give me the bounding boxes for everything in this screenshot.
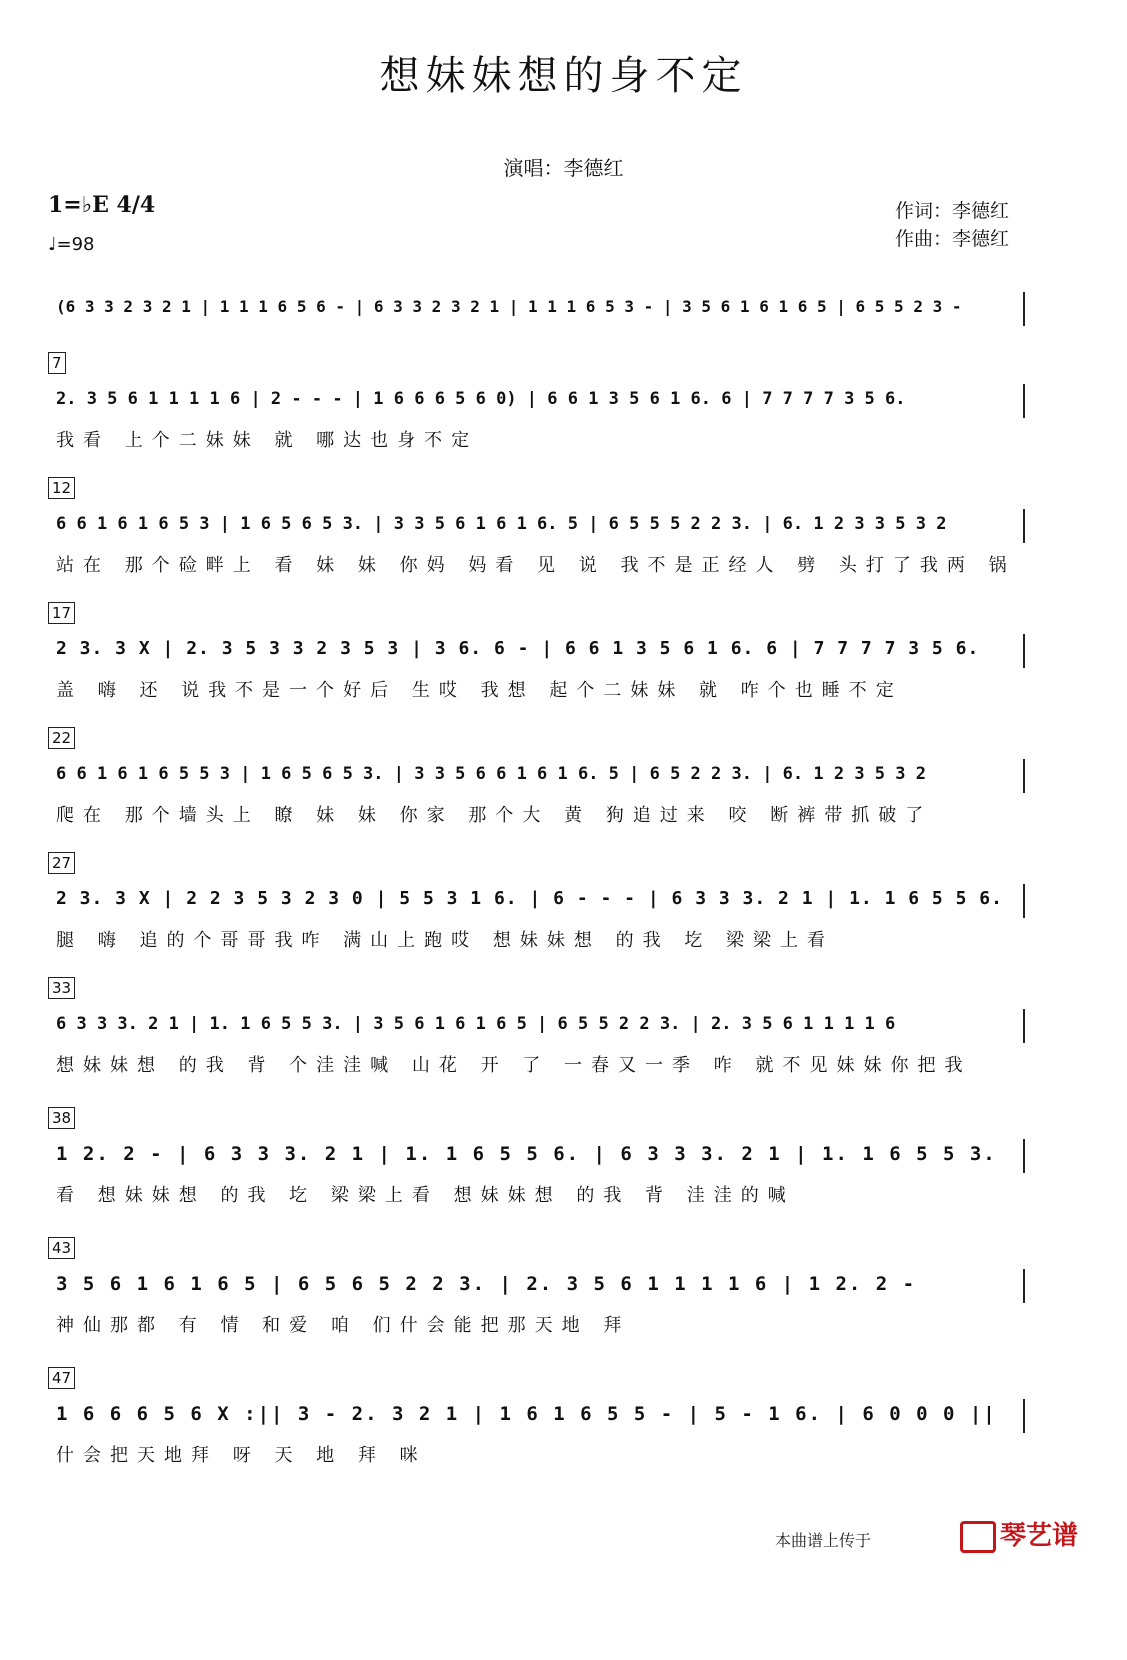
measure-number: 47 (48, 1367, 75, 1389)
notation-line: 6 6 1 6 1 6 5 3 | 1 6 5 6 5 3. | 3 3 5 6 1 6 1 6. 5 | 6 5 5 5 2 2 3. | 6. 1 2 3 3 5 3 2 (56, 514, 947, 534)
notation-line: 2 3. 3 X | 2. 3 5 3 3 2 3 5 3 | 3 6. 6 - | 6 6 1 3 5 6 1 6. 6 | 7 7 7 7 3 5 6. (56, 638, 980, 659)
barline (1023, 759, 1025, 793)
barline (1023, 509, 1025, 543)
notation-line: 2 3. 3 X | 2 2 3 5 3 2 3 0 | 5 5 3 1 6. | 6 - - - | 6 3 3 3. 2 1 | 1. 1 6 5 5 6. (56, 888, 1003, 909)
song-title: 想妹妹想的身不定 (379, 53, 748, 99)
lyricist-credit: 作词：李德红 (895, 200, 1010, 222)
footer-text: 本曲谱上传于 (775, 1531, 872, 1550)
barline (1023, 292, 1025, 326)
lyrics-line: 想妹妹想 的我 背 个洼洼喊 山花 开 了 一春又一季 咋 就不见妹妹你把我 (56, 1055, 972, 1076)
lyrics-line: 看 想妹妹想 的我 圪 梁梁上看 想妹妹想 的我 背 洼洼的喊 (56, 1185, 795, 1206)
notation-line: 6 3 3 3. 2 1 | 1. 1 6 5 5 3. | 3 5 6 1 6 1 6 5 | 6 5 5 2 2 3. | 2. 3 5 6 1 1 1 1 6 (56, 1014, 896, 1034)
notation-line: 6 6 1 6 1 6 5 5 3 | 1 6 5 6 5 3. | 3 3 5 6 6 1 6 1 6. 5 | 6 5 2 2 3. | 6. 1 2 3 5 3 2 (56, 764, 926, 784)
barline (1023, 1399, 1025, 1433)
lyrics-line: 什会把天地拜 呀 天 地 拜 咪 (56, 1445, 427, 1466)
notation-line: 1 2. 2 - | 6 3 3 3. 2 1 | 1. 1 6 5 5 6. | 6 3 3 3. 2 1 | 1. 1 6 5 5 3. (56, 1143, 997, 1165)
measure-number: 7 (48, 352, 66, 374)
measure-number: 38 (48, 1107, 75, 1129)
barline (1023, 634, 1025, 668)
notation-line: 1 6 6 6 5 6 X :|| 3 - 2. 3 2 1 | 1 6 1 6 5 5 - | 5 - 1 6. | 6 0 0 0 || (56, 1403, 997, 1425)
barline (1023, 384, 1025, 418)
tempo-marking: ♩=98 (48, 234, 95, 255)
measure-number: 27 (48, 852, 75, 874)
lyrics-line: 神仙那都 有 情 和爱 咱 们什会能把那天地 拜 (56, 1315, 631, 1336)
logo-text: 琴艺谱 (1000, 1521, 1079, 1551)
measure-number: 43 (48, 1237, 75, 1259)
logo-icon (960, 1521, 996, 1553)
notation-line: 3 5 6 1 6 1 6 5 | 6 5 6 5 2 2 3. | 2. 3 5 6 1 1 1 1 6 | 1 2. 2 - (56, 1273, 917, 1295)
measure-number: 33 (48, 977, 75, 999)
lyrics-line: 爬在 那个墙头上 瞭 妹 妹 你家 那个大 黄 狗追过来 咬 断裤带抓破了 (56, 805, 933, 826)
barline (1023, 884, 1025, 918)
composer-credit: 作曲：李德红 (895, 228, 1010, 250)
notation-line: (6 3 3 2 3 2 1 | 1 1 1 6 5 6 - | 6 3 3 2 3 2 1 | 1 1 1 6 5 3 - | 3 5 6 1 6 1 6 5 | 6 5 5 2 3 - (56, 297, 962, 316)
lyrics-line: 腿 嗨 追的个哥哥我咋 满山上跑哎 想妹妹想 的我 圪 梁梁上看 (56, 930, 835, 951)
key-signature: 1=♭E 4/4 (48, 192, 156, 218)
brand-logo (960, 1515, 1100, 1551)
barline (1023, 1139, 1025, 1173)
barline (1023, 1009, 1025, 1043)
singer-credit: 演唱：李德红 (503, 156, 624, 180)
lyrics-line: 我看 上个二妹妹 就 哪达也身不定 (56, 430, 479, 451)
lyrics-line: 站在 那个硷畔上 看 妹 妹 你妈 妈看 见 说 我不是正经人 劈 头打了我两 锅 (56, 555, 1016, 576)
notation-line: 2. 3 5 6 1 1 1 1 6 | 2 - - - | 1 6 6 6 5 6 0) | 6 6 1 3 5 6 1 6. 6 | 7 7 7 7 3 5 6. (56, 389, 906, 409)
measure-number: 12 (48, 477, 75, 499)
lyrics-line: 盖 嗨 还 说我不是一个好后 生哎 我想 起个二妹妹 就 咋个也睡不定 (56, 680, 903, 701)
barline (1023, 1269, 1025, 1303)
measure-number: 17 (48, 602, 75, 624)
measure-number: 22 (48, 727, 75, 749)
